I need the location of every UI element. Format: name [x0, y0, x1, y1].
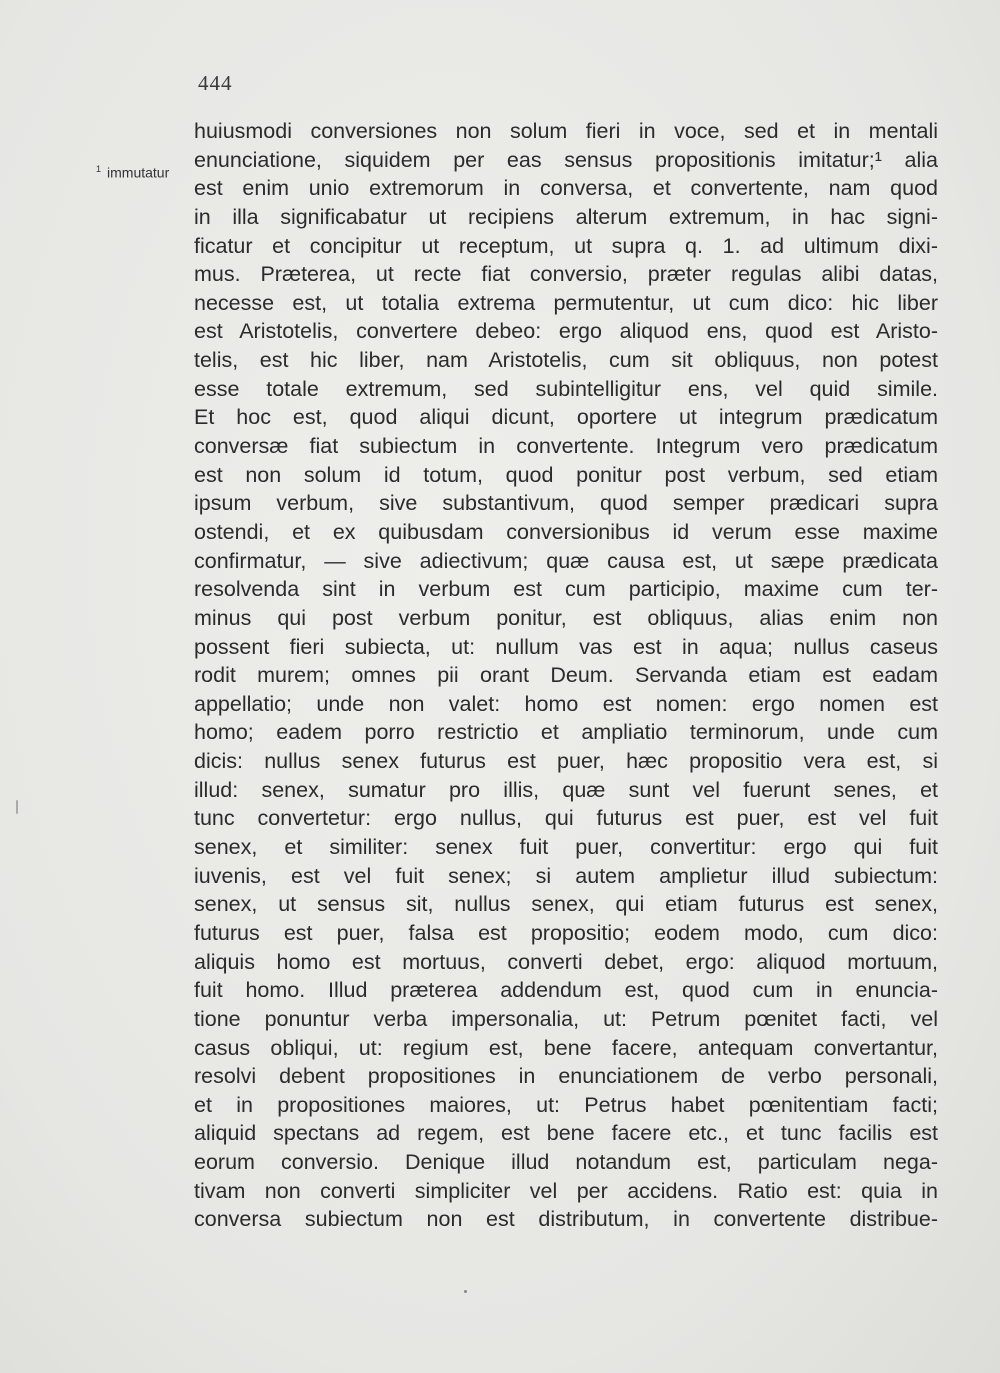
text-line: eorum conversio. Denique illud notandum est, particulam nega- [194, 1150, 938, 1175]
text-line: confirmatur, — sive adiectivum; quæ causa est, ut sæpe prædicata [194, 548, 938, 573]
paper-speck [464, 1290, 467, 1293]
text-line: fuit homo. Illud præterea addendum est, quod cum in enuncia- [194, 978, 938, 1003]
text-line: possent fieri subiecta, ut: nullum vas est in aqua; nullus caseus [194, 634, 938, 659]
footnote-marker: 1 [96, 164, 102, 174]
margin-note-text: immutatur [107, 164, 170, 181]
text-line: senex, et similiter: senex fuit puer, convertitur: ergo qui fuit [194, 835, 938, 860]
text-line: necesse est, ut totalia extrema permutentur, ut cum dico: hic liber [194, 290, 938, 315]
paper-mark [16, 800, 18, 814]
text-line: ostendi, et ex quibusdam conversionibus id verum esse maxime [194, 519, 938, 544]
text-line: appellatio; unde non valet: homo est nomen: ergo nomen est [194, 691, 938, 716]
text-line: aliquid spectans ad regem, est bene facere etc., et tunc facilis est [194, 1121, 938, 1146]
text-line: senex, ut sensus sit, nullus senex, qui etiam futurus est senex, [194, 892, 938, 917]
text-line: mus. Præterea, ut recte fiat conversio, præter regulas alibi datas, [194, 262, 938, 287]
text-line: in illa significabatur ut recipiens alterum extremum, in hac signi- [194, 204, 938, 229]
text-line: enunciatione, siquidem per eas sensus propositionis imitatur;¹ alia [194, 147, 938, 172]
text-line: huiusmodi conversiones non solum fieri in voce, sed et in mentali [194, 119, 938, 143]
text-line: aliquis homo est mortuus, converti debet, ergo: aliquod mortuum, [194, 949, 938, 974]
text-line: est non solum id totum, quod ponitur post verbum, sed etiam [194, 462, 938, 487]
text-line: est Aristotelis, convertere debeo: ergo aliquod ens, quod est Aristo- [194, 319, 938, 344]
text-line: resolvenda sint in verbum est cum participio, maxime cum ter- [194, 577, 938, 602]
text-line: dicis: nullus senex futurus est puer, hæc propositio vera est, si [194, 749, 938, 774]
text-line: casus obliqui, ut: regium est, bene facere, antequam convertantur, [194, 1035, 938, 1060]
text-line: minus qui post verbum ponitur, est obliquus, alias enim non [194, 605, 938, 630]
text-line: futurus est puer, falsa est propositio; eodem modo, cum dico: [194, 920, 938, 945]
text-line: illud: senex, sumatur pro illis, quæ sunt vel fuerunt senes, et [194, 777, 938, 802]
text-line: ipsum verbum, sive substantivum, quod semper prædicari supra [194, 491, 938, 516]
text-line: tione ponuntur verba impersonalia, ut: Petrum pœnitet facti, vel [194, 1006, 938, 1031]
text-line: homo; eadem porro restrictio et ampliatio terminorum, unde cum [194, 720, 938, 745]
text-line: conversa subiectum non est distributum, in convertente distribue- [194, 1207, 938, 1232]
margin-note [96, 164, 169, 181]
text-line: rodit murem; omnes pii orant Deum. Servanda etiam est eadam [194, 663, 938, 688]
text-line: tunc convertetur: ergo nullus, qui futurus est puer, est vel fuit [194, 806, 938, 831]
text-line: et in propositiones maiores, ut: Petrus habet pœnitentiam facti; [194, 1092, 938, 1117]
body-text [194, 117, 938, 1234]
text-line: telis, est hic liber, nam Aristotelis, cum sit obliquus, non potest [194, 348, 938, 373]
text-line: iuvenis, est vel fuit senex; si autem amplietur illud subiectum: [194, 863, 938, 888]
text-line: ficatur et concipitur ut receptum, ut supra q. 1. ad ultimum dixi- [194, 233, 938, 258]
text-line: esse totale extremum, sed subintelligitur ens, vel quid simile. [194, 376, 938, 401]
text-line: est enim unio extremorum in conversa, et convertente, nam quod [194, 176, 938, 201]
text-line: tivam non converti simpliciter vel per accidens. Ratio est: quia in [194, 1178, 938, 1203]
text-line: resolvi debent propositiones in enunciationem de verbo personali, [194, 1064, 938, 1089]
page-number: 444 [198, 71, 233, 95]
text-line: conversæ fiat subiectum in convertente. Integrum vero prædicatum [194, 434, 938, 459]
text-line: Et hoc est, quod aliqui dicunt, oportere ut integrum prædicatum [194, 405, 938, 430]
